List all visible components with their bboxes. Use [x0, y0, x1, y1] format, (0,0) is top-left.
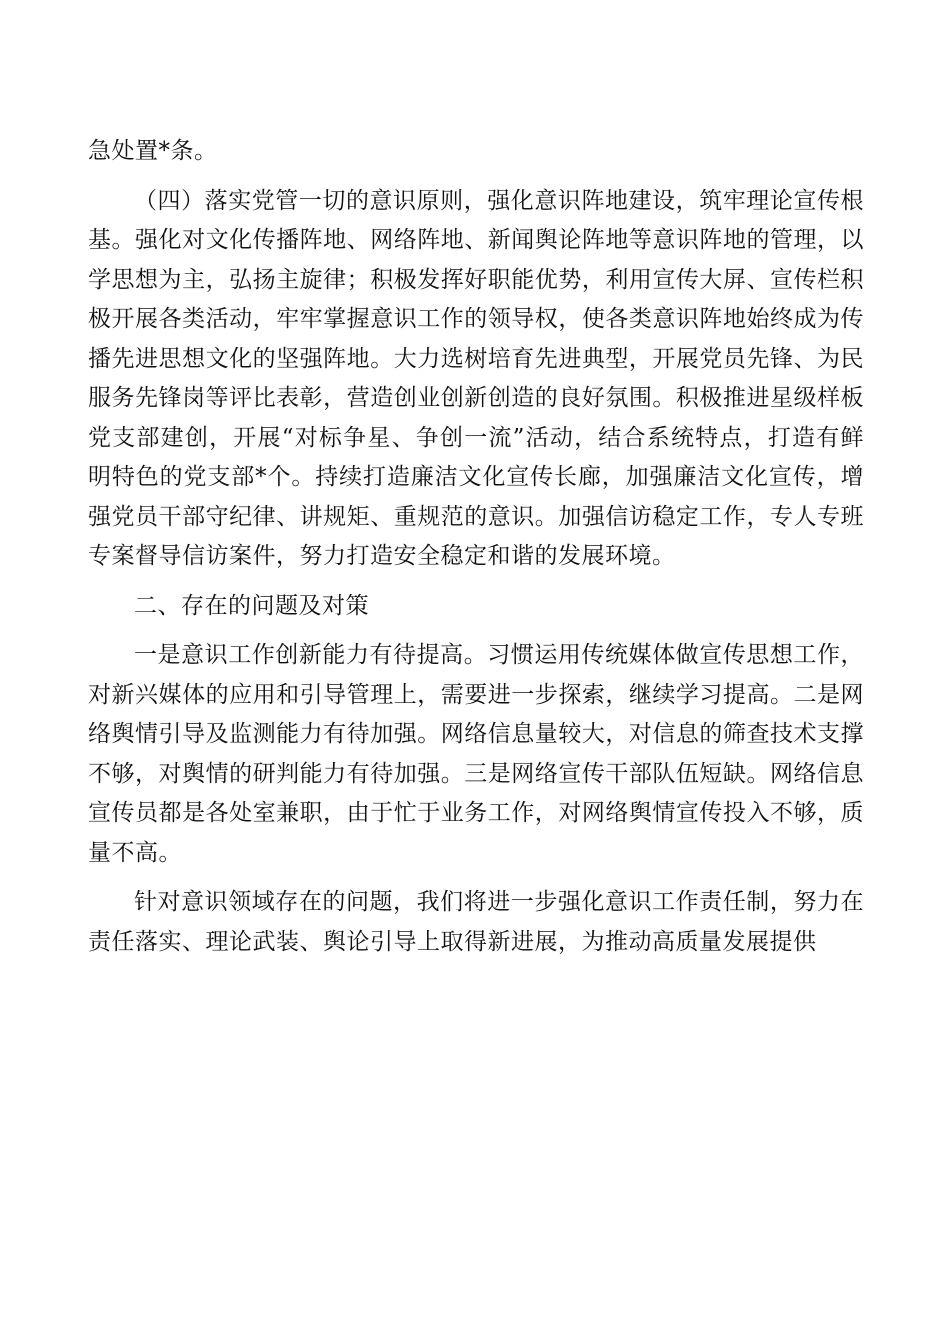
- paragraph-continuation: 急处置*条。: [88, 138, 218, 164]
- section-heading-problems: 二、存在的问题及对策: [134, 592, 369, 619]
- paragraph-problems-list: 一是意识工作创新能力有待提高。习惯运用传统媒体做宣传思想工作，对新兴媒体的应用和引导管理上，需要进一步探索，继续学习提高。二是网络舆情引导及监测能力有待加强。网络信息量较大，对信息的筛查技术支撑不够，对舆情的研判能力有待加强。三是网络宣传干部队伍短缺。网络信息宣传员都是各处室兼职，由于忙于业务工作，对网络舆情宣传投入不够，质量不高。: [88, 642, 864, 866]
- document-page: [88, 132, 864, 962]
- paragraph-section-four: （四）落实党管一切的意识原则，强化意识阵地建设，筑牢理论宣传根基。强化对文化传播阵地、网络阵地、新闻舆论阵地等意识阵地的管理，以学思想为主，弘扬主旋律；积极发挥好职能优势，利用宣传大屏、宣传栏积极开展各类活动，牢牢掌握意识工作的领导权，使各类意识阵地始终成为传播先进思想文化的坚强阵地。大力选树培育先进典型，开展党员先锋、为民服务先锋岗等评比表彰，营造创业创新创造的良好氛围。积极推进星级样板党支部建创，开展“对标争星、争创一流”活动，结合系统特点，打造有鲜明特色的党支部*个。持续打造廉洁文化宣传长廊，加强廉洁文化宣传，增强党员干部守纪律、讲规矩、重规范的意识。加强信访稳定工作，专人专班专案督导信访案件，努力打造安全稳定和谐的发展环境。: [88, 187, 864, 569]
- paragraph-countermeasures: 针对意识领域存在的问题，我们将进一步强化意识工作责任制，努力在责任落实、理论武装、舆论引导上取得新进展，为推动高质量发展提供: [88, 889, 864, 955]
